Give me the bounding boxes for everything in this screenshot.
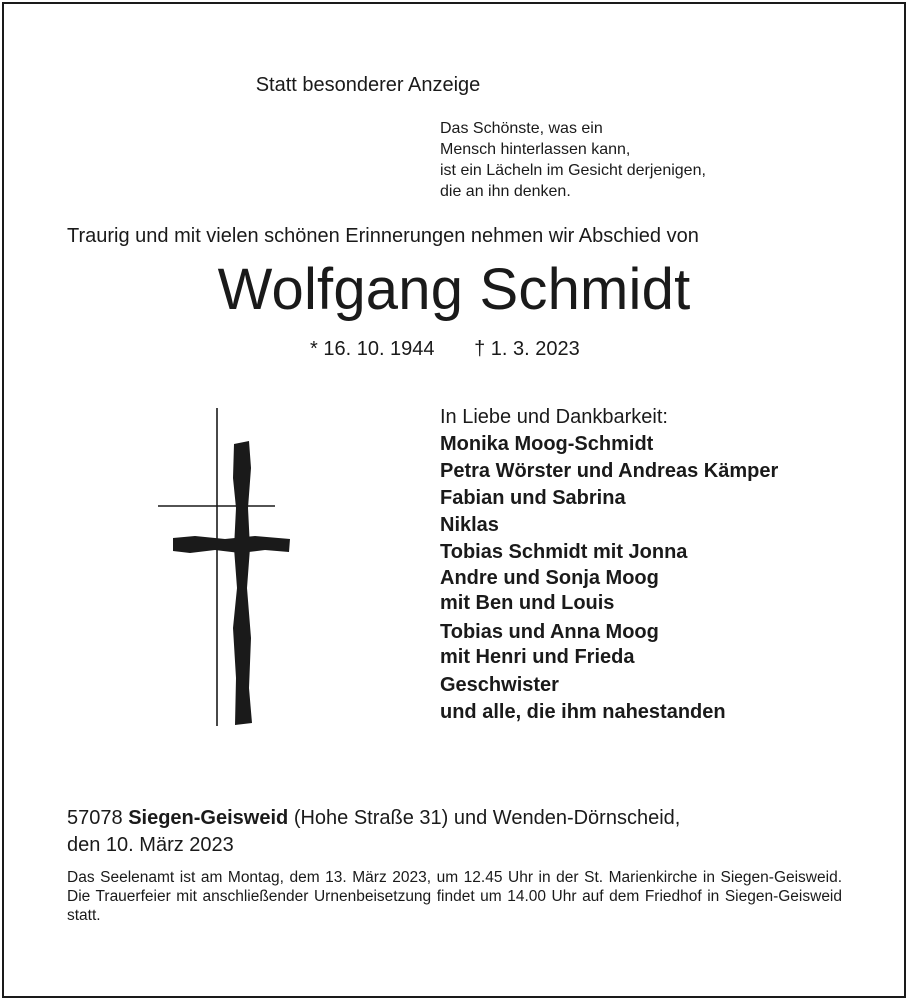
poem-line: ist ein Lächeln im Gesicht derjenigen, (440, 162, 706, 179)
mourner-line: Petra Wörster und Andreas Kämper (440, 460, 779, 482)
deceased-name: Wolfgang Schmidt (217, 257, 691, 322)
mourners-lead: In Liebe und Dankbarkeit: (440, 406, 668, 428)
mourner-line: Tobias Schmidt mit Jonna (440, 541, 688, 563)
mourner-line: und alle, die ihm nahestanden (440, 701, 726, 723)
life-dates (310, 338, 580, 361)
header-text: Statt besonderer Anzeige (255, 74, 481, 96)
address-rest: (Hohe Straße 31) und Wenden-Dörnscheid, (293, 807, 681, 829)
poem (440, 118, 706, 202)
mourner-line: Geschwister (440, 674, 559, 696)
postal-code: 57078 (67, 807, 123, 829)
mourner-line: mit Henri und Frieda (440, 646, 635, 668)
address-line (67, 805, 680, 832)
mourners-list (440, 404, 778, 726)
cross-icon (155, 408, 295, 728)
place-date: den 10. März 2023 (67, 834, 234, 856)
mourner-line: Tobias und Anna Moog (440, 621, 659, 643)
mourner-line: Fabian und Sabrina (440, 487, 626, 509)
mourner-line: Monika Moog-Schmidt (440, 433, 654, 455)
birth-date: * 16. 10. 1944 (310, 338, 435, 360)
poem-line: Das Schönste, was ein (440, 120, 603, 137)
mourner-line: Niklas (440, 514, 499, 536)
intro-text: Traurig und mit vielen schönen Erinnerungen nehmen wir Abschied von (67, 225, 699, 247)
town-name: Siegen-Geisweid (128, 807, 289, 829)
poem-line: die an ihn denken. (440, 183, 571, 200)
mourner-line: mit Ben und Louis (440, 592, 615, 614)
death-date: † 1. 3. 2023 (474, 338, 580, 360)
poem-line: Mensch hinterlassen kann, (440, 141, 631, 158)
mourner-line: Andre und Sonja Moog (440, 567, 659, 589)
funeral-notice: Das Seelenamt ist am Montag, dem 13. März 2023, um 12.45 Uhr in der St. Marienkirche in Siegen-Geisweid. Die Trauerfeier mit anschließender Urnenbeisetzung findet um 14.00 Uhr auf dem Friedhof in Siegen-Geisweid statt. (67, 869, 842, 924)
place-and-date (67, 805, 680, 859)
